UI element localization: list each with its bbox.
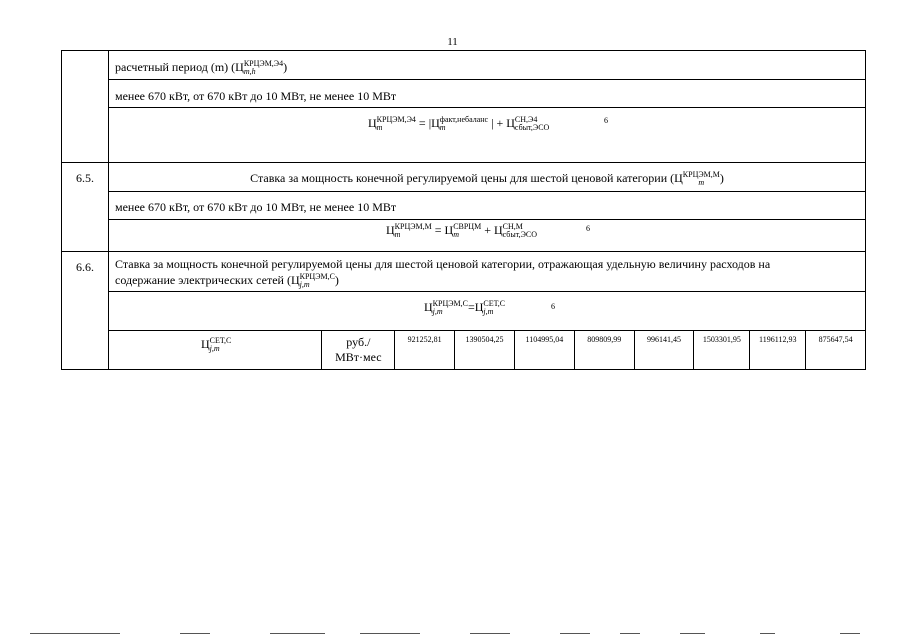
section-number-cell [62, 163, 109, 251]
formula-3: Ц КРЦЭМ,С j,m =Ц СЕТ,С j,m [424, 299, 506, 317]
page-number: 11 [447, 36, 458, 48]
value-7: 1196112,93 [759, 335, 797, 344]
formula-row-3 [109, 292, 865, 331]
value-cell [750, 331, 806, 370]
value-cell [515, 331, 575, 370]
power-range-text-1: менее 670 кВт, от 670 кВт до 10 МВт, не менее 10 МВт [115, 89, 397, 103]
unit-cell [322, 331, 395, 370]
value-8: 875647,54 [818, 335, 853, 344]
period-row [109, 51, 865, 80]
value-5: 996141,45 [647, 335, 682, 344]
parameter-cell [109, 331, 322, 370]
section-6-6-title-line1: Ставка за мощность конечной регулируемой цены для шестой ценовой категории, отражающая удельную величину расходов на [115, 257, 771, 271]
value-cell [806, 331, 865, 370]
tariff-table [61, 50, 866, 370]
value-4: 809809,99 [587, 335, 622, 344]
period-sub: m,h [243, 67, 256, 77]
power-range-row-1 [109, 80, 865, 108]
section-6-6-title-row: Ставка за мощность конечной регулируемой цены для шестой ценовой категории, отражающая удельную величину расходов на содержание электрических сетей (Ц КРЦЭМ,С j,m ) [109, 252, 865, 292]
formula-1: Ц КРЦЭМ,Э4 m = |Ц факт,небаланс m | + Ц СН,Э4 сбыт,ЭСО [368, 115, 550, 133]
value-2: 1390504,25 [465, 335, 504, 344]
value-cell [395, 331, 455, 370]
values-row [109, 331, 865, 370]
value-3: 1104995,04 [525, 335, 564, 344]
scan-edge [0, 633, 905, 635]
section-6-5-title: Ставка за мощность конечной регулируемой цены для шестой ценовой категории (Ц [250, 171, 683, 185]
footnote-mark-2: 6 [586, 224, 590, 233]
unit-line-2: МВт·мес [335, 350, 382, 364]
formula-row-1 [109, 108, 865, 164]
period-sup: КРЦЭМ,Э4 [243, 59, 284, 69]
formula-row-2 [109, 220, 865, 252]
footnote-mark-1: 6 [604, 116, 608, 125]
continuation-block [61, 50, 866, 163]
section-6-6-title-line2: содержание электрических сетей (Ц [115, 273, 300, 287]
section-number-cell [62, 252, 109, 369]
section-6-5 [61, 163, 866, 252]
period-tail: ) [283, 60, 288, 74]
footnote-mark-3: 6 [551, 302, 555, 311]
section-number-6-6: 6.6. [76, 260, 94, 274]
value-cell [694, 331, 750, 370]
power-range-text-2: менее 670 кВт, от 670 кВт до 10 МВт, не менее 10 МВт [115, 200, 397, 214]
period-label: расчетный период (m) (Ц [115, 60, 244, 74]
value-1: 921252,81 [407, 335, 442, 344]
power-range-row-2 [109, 192, 865, 220]
value-6: 1503301,95 [702, 335, 741, 344]
formula-2: Ц КРЦЭМ,М m = Ц СВРЦМ m + Ц СН,М сбыт,ЭСО [386, 222, 538, 240]
value-cell [575, 331, 635, 370]
empty-number-cell [62, 51, 109, 162]
section-6-5-title-row: Ставка за мощность конечной регулируемой цены для шестой ценовой категории (Ц КРЦЭМ,М m ) [109, 163, 865, 192]
value-cell [455, 331, 515, 370]
section-number-6-5: 6.5. [76, 171, 94, 185]
value-cell [635, 331, 695, 370]
section-6-6 [61, 252, 866, 370]
unit-line-1: руб./ [346, 335, 371, 349]
parameter-symbol: Ц СЕТ,С j,m [201, 336, 232, 354]
